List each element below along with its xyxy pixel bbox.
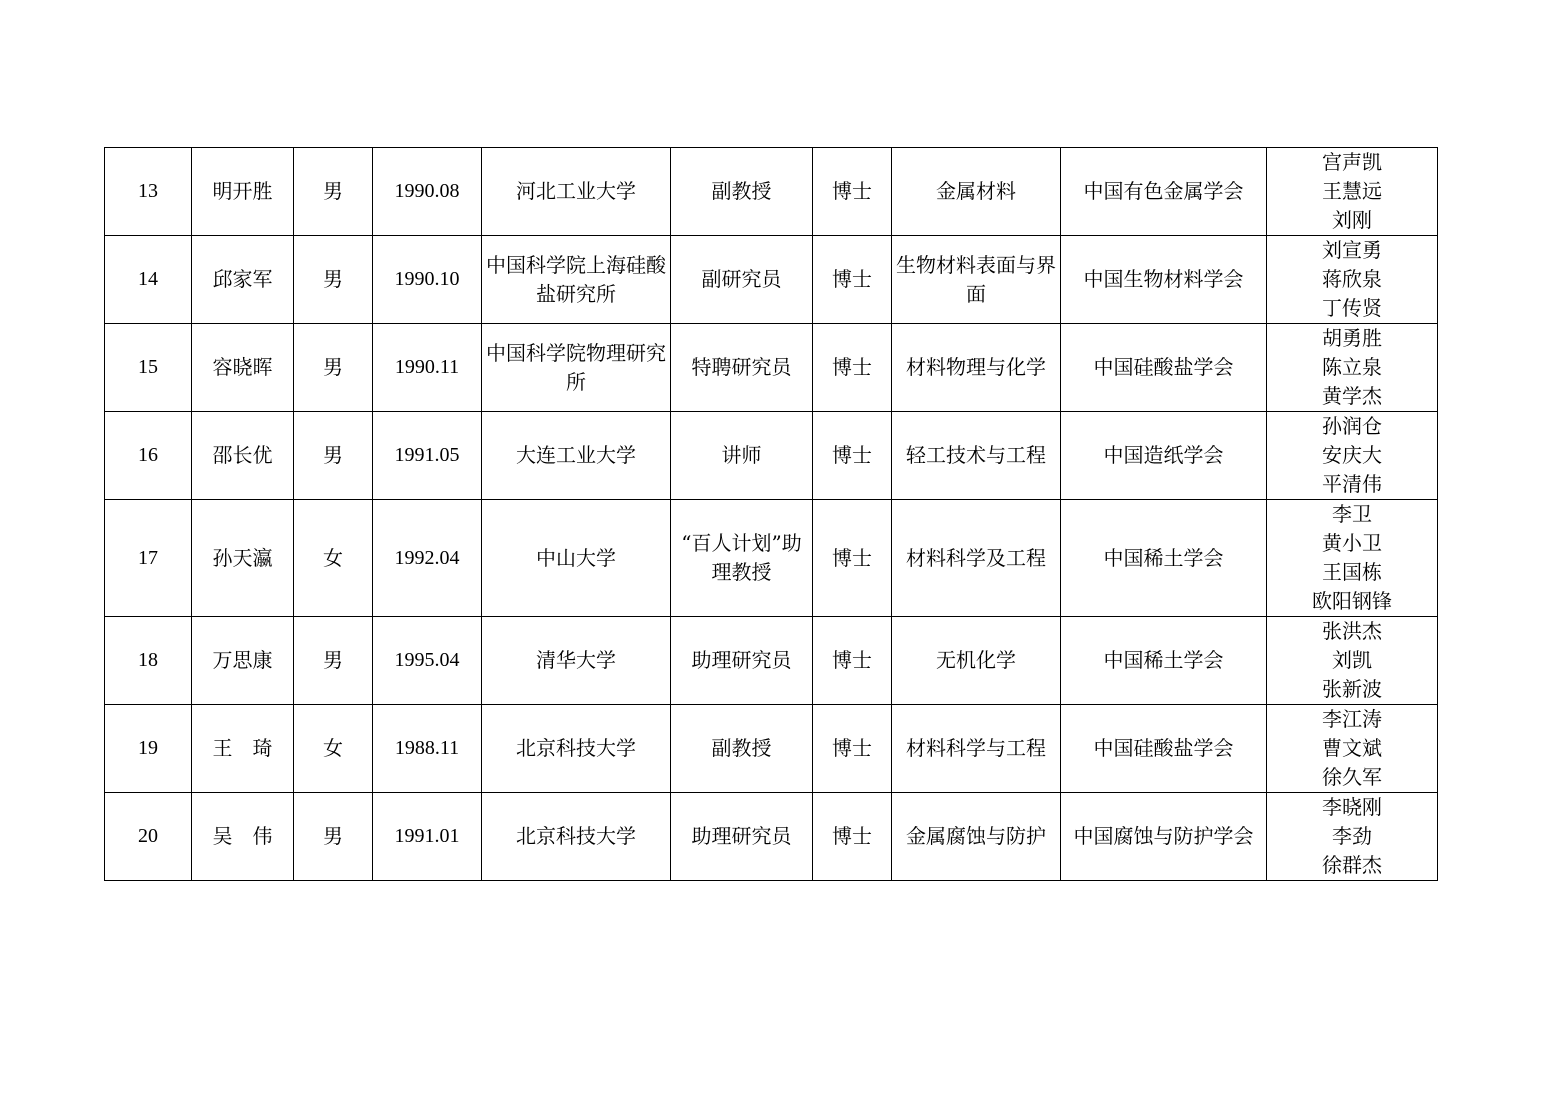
cell-gender: 男: [294, 324, 373, 412]
referee-name: 王慧远: [1322, 179, 1382, 203]
cell-institution: 北京科技大学: [482, 705, 671, 793]
cell-field: 金属材料: [892, 148, 1061, 236]
cell-gender: 女: [294, 500, 373, 617]
referee-name: 徐群杰: [1322, 853, 1382, 877]
cell-referees: [1267, 500, 1438, 617]
cell-birth-date: 1990.11: [373, 324, 482, 412]
cell-name: 容晓晖: [192, 324, 294, 412]
cell-referees: [1267, 793, 1438, 881]
cell-society: 中国稀土学会: [1061, 500, 1267, 617]
cell-name: 万思康: [192, 617, 294, 705]
cell-number: 13: [105, 148, 192, 236]
referee-name: 徐久军: [1322, 765, 1382, 789]
cell-gender: 男: [294, 236, 373, 324]
referee-name: 张新波: [1322, 677, 1382, 701]
cell-degree: 博士: [813, 236, 892, 324]
cell-gender: 男: [294, 148, 373, 236]
cell-title: 助理研究员: [671, 617, 813, 705]
cell-referees: [1267, 148, 1438, 236]
referee-name: 曹文斌: [1322, 736, 1382, 760]
cell-title: 讲师: [671, 412, 813, 500]
cell-field: 轻工技术与工程: [892, 412, 1061, 500]
cell-birth-date: 1988.11: [373, 705, 482, 793]
table-row: [105, 793, 1438, 881]
referee-name: 张洪杰: [1322, 619, 1382, 643]
cell-society: 中国稀土学会: [1061, 617, 1267, 705]
cell-institution: 大连工业大学: [482, 412, 671, 500]
referee-name: 陈立泉: [1322, 355, 1382, 379]
cell-title: 特聘研究员: [671, 324, 813, 412]
cell-society: 中国有色金属学会: [1061, 148, 1267, 236]
table-body: [105, 148, 1438, 881]
cell-degree: 博士: [813, 793, 892, 881]
table-row: [105, 412, 1438, 500]
cell-name: 邵长优: [192, 412, 294, 500]
cell-institution: 中国科学院上海硅酸盐研究所: [482, 236, 671, 324]
cell-number: 15: [105, 324, 192, 412]
cell-field: 生物材料表面与界面: [892, 236, 1061, 324]
cell-institution: 北京科技大学: [482, 793, 671, 881]
cell-degree: 博士: [813, 412, 892, 500]
cell-number: 19: [105, 705, 192, 793]
cell-birth-date: 1995.04: [373, 617, 482, 705]
table-row: [105, 324, 1438, 412]
cell-referees: [1267, 236, 1438, 324]
referee-name: 刘刚: [1332, 208, 1372, 232]
cell-birth-date: 1991.01: [373, 793, 482, 881]
cell-institution: 中山大学: [482, 500, 671, 617]
referee-name: 宫声凯: [1322, 150, 1382, 174]
cell-number: 18: [105, 617, 192, 705]
referee-name: 孙润仓: [1322, 414, 1382, 438]
table-row: [105, 705, 1438, 793]
cell-degree: 博士: [813, 148, 892, 236]
referee-name: 平清伟: [1322, 472, 1382, 496]
cell-society: 中国硅酸盐学会: [1061, 324, 1267, 412]
cell-referees: [1267, 705, 1438, 793]
cell-birth-date: 1990.10: [373, 236, 482, 324]
cell-referees: [1267, 617, 1438, 705]
referee-name: 黄学杰: [1322, 384, 1382, 408]
cell-institution: 河北工业大学: [482, 148, 671, 236]
cell-birth-date: 1990.08: [373, 148, 482, 236]
cell-referees: [1267, 412, 1438, 500]
cell-degree: 博士: [813, 705, 892, 793]
cell-birth-date: 1992.04: [373, 500, 482, 617]
cell-title: 副研究员: [671, 236, 813, 324]
referee-name: 安庆大: [1322, 443, 1382, 467]
cell-field: 材料科学与工程: [892, 705, 1061, 793]
cell-field: 无机化学: [892, 617, 1061, 705]
referee-name: 刘凯: [1332, 648, 1372, 672]
cell-number: 16: [105, 412, 192, 500]
cell-number: 14: [105, 236, 192, 324]
table-row: [105, 617, 1438, 705]
cell-degree: 博士: [813, 500, 892, 617]
cell-title: 副教授: [671, 148, 813, 236]
referee-name: 李劲: [1332, 824, 1372, 848]
cell-institution: 清华大学: [482, 617, 671, 705]
cell-society: 中国腐蚀与防护学会: [1061, 793, 1267, 881]
table-row: [105, 148, 1438, 236]
referee-name: 丁传贤: [1322, 296, 1382, 320]
cell-gender: 男: [294, 412, 373, 500]
cell-degree: 博士: [813, 324, 892, 412]
cell-society: 中国生物材料学会: [1061, 236, 1267, 324]
cell-gender: 男: [294, 793, 373, 881]
cell-institution: 中国科学院物理研究所: [482, 324, 671, 412]
cell-field: 材料物理与化学: [892, 324, 1061, 412]
referee-name: 李卫: [1332, 502, 1372, 526]
cell-number: 17: [105, 500, 192, 617]
cell-name: 明开胜: [192, 148, 294, 236]
referee-name: 蒋欣泉: [1322, 267, 1382, 291]
cell-title: “百人计划”助理教授: [671, 500, 813, 617]
table-row: [105, 236, 1438, 324]
candidate-table: [104, 147, 1438, 881]
referee-name: 李江涛: [1322, 707, 1382, 731]
cell-society: 中国硅酸盐学会: [1061, 705, 1267, 793]
referee-name: 黄小卫: [1322, 531, 1382, 555]
cell-name: 吴 伟: [192, 793, 294, 881]
cell-referees: [1267, 324, 1438, 412]
cell-gender: 女: [294, 705, 373, 793]
referee-name: 李晓刚: [1322, 795, 1382, 819]
cell-title: 助理研究员: [671, 793, 813, 881]
cell-gender: 男: [294, 617, 373, 705]
cell-title: 副教授: [671, 705, 813, 793]
cell-field: 金属腐蚀与防护: [892, 793, 1061, 881]
cell-degree: 博士: [813, 617, 892, 705]
cell-name: 孙天瀛: [192, 500, 294, 617]
table-row: [105, 500, 1438, 617]
cell-field: 材料科学及工程: [892, 500, 1061, 617]
referee-name: 欧阳钢锋: [1312, 589, 1392, 613]
cell-name: 邱家军: [192, 236, 294, 324]
cell-society: 中国造纸学会: [1061, 412, 1267, 500]
cell-birth-date: 1991.05: [373, 412, 482, 500]
referee-name: 胡勇胜: [1322, 326, 1382, 350]
cell-number: 20: [105, 793, 192, 881]
cell-name: 王 琦: [192, 705, 294, 793]
referee-name: 王国栋: [1322, 560, 1382, 584]
referee-name: 刘宣勇: [1322, 238, 1382, 262]
